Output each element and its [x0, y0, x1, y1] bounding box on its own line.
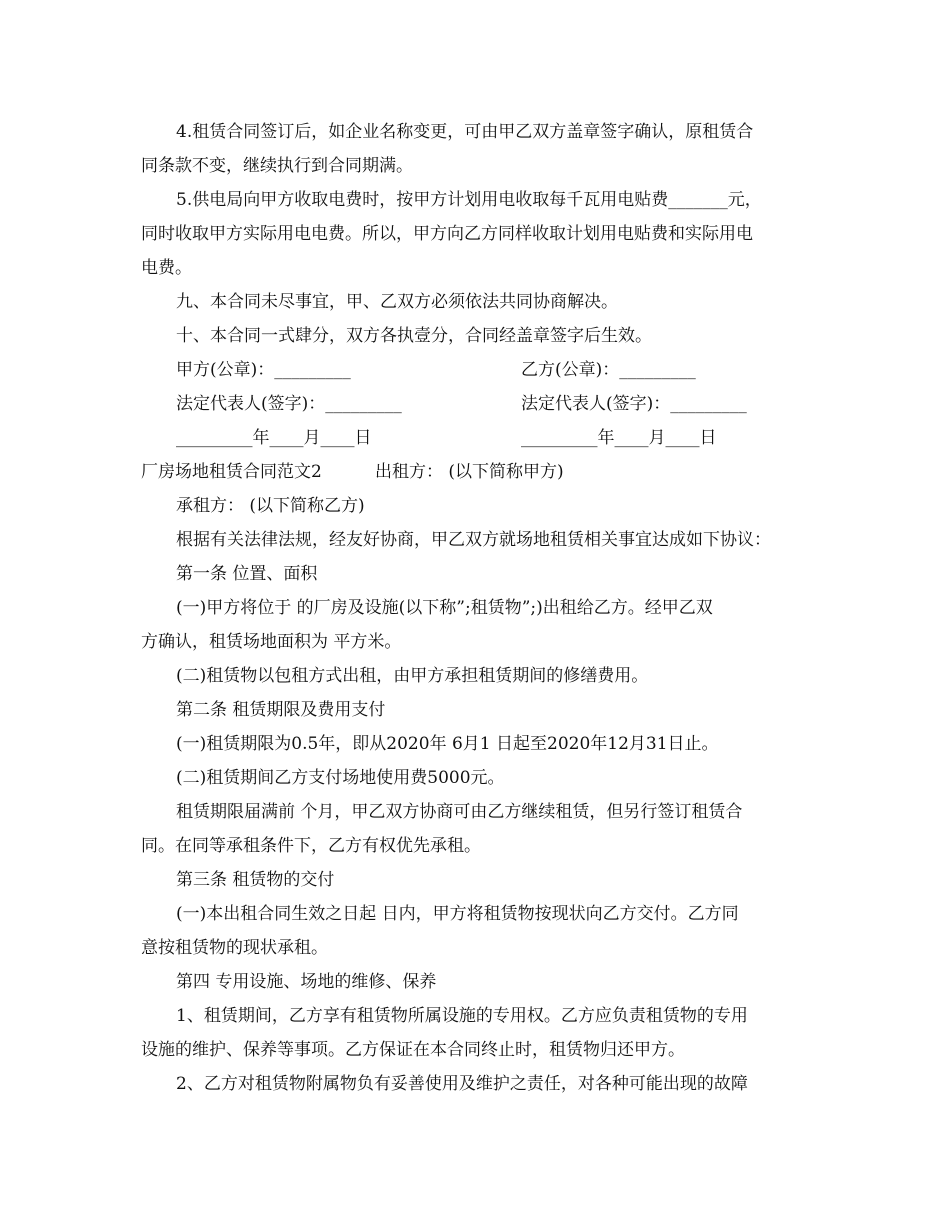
clause-nine: 九、本合同未尽事宜，甲、乙双方必须依法共同协商解决。 — [176, 292, 618, 312]
lessor-label: 出租方： (以下简称甲方) — [375, 462, 564, 482]
article-1-heading: 第一条 位置、面积 — [176, 564, 318, 584]
clause-5-line-2: 同时收取甲方实际用电电费。所以，甲方向乙方同样收取计划用电贴费和实际用电 — [141, 224, 753, 244]
party-a-seal: 甲方(公章)：_________ — [176, 360, 351, 380]
article-1-item-1-line-2: 方确认，租赁场地面积为 平方米。 — [141, 632, 402, 652]
article-3-heading: 第三条 租赁物的交付 — [176, 870, 335, 890]
signature-seal-row — [141, 353, 827, 387]
article-4-heading: 第四 专用设施、场地的维修、保养 — [176, 972, 437, 992]
preamble: 根据有关法律法规，经友好协商，甲乙双方就场地租赁相关事宜达成如下协议： — [176, 530, 771, 550]
article-2-item-1: (一)租赁期限为0.5年，即从2020年 6月1 日起至2020年12月31日止。 — [176, 734, 719, 754]
party-b-representative: 法定代表人(签字)：_________ — [521, 394, 747, 414]
article-4-item-2-line-1: 2、乙方对租赁物附属物负有妥善使用及维护之责任，对各种可能出现的故障 — [176, 1074, 748, 1094]
article-2-renewal-line-1: 租赁期限届满前 个月，甲乙双方协商可由乙方继续租赁，但另行签订租赁合 — [176, 802, 743, 822]
document-content — [141, 115, 827, 1101]
party-b-date: _________年____月____日 — [521, 428, 717, 448]
clause-4-line-1: 4.租赁合同签订后，如企业名称变更，可由甲乙双方盖章签字确认，原租赁合 — [176, 122, 754, 142]
article-4-item-1-line-1: 1、租赁期间，乙方享有租赁物所属设施的专用权。乙方应负责租赁物的专用 — [176, 1006, 748, 1026]
article-2-heading: 第二条 租赁期限及费用支付 — [176, 700, 386, 720]
party-a-date: _________年____月____日 — [176, 428, 372, 448]
clause-ten: 十、本合同一式肆分，双方各执壹分，合同经盖章签字后生效。 — [176, 326, 652, 346]
contract-title-row — [141, 455, 827, 489]
article-4-item-1-line-2: 设施的维护、保养等事项。乙方保证在本合同终止时，租赁物归还甲方。 — [141, 1040, 685, 1060]
party-b-seal: 乙方(公章)：_________ — [521, 360, 696, 380]
clause-5-line-1: 5.供电局向甲方收取电费时，按甲方计划用电收取每千瓦用电贴费_______元， — [176, 190, 762, 210]
article-2-renewal-line-2: 同。在同等承租条件下，乙方有权优先承租。 — [141, 836, 481, 856]
article-3-item-1-line-2: 意按租赁物的现状承租。 — [141, 938, 328, 958]
clause-4-line-2: 同条款不变，继续执行到合同期满。 — [141, 156, 413, 176]
contract-title: 厂房场地租赁合同范文2 — [141, 462, 322, 482]
article-3-item-1-line-1: (一)本出租合同生效之日起 日内，甲方将租赁物按现状向乙方交付。乙方同 — [176, 904, 739, 924]
lessee-label: 承租方： (以下简称乙方) — [176, 496, 365, 516]
signature-rep-row — [141, 387, 827, 421]
clause-5-line-3: 电费。 — [141, 258, 192, 278]
article-1-item-2: (二)租赁物以包租方式出租，由甲方承担租赁期间的修缮费用。 — [176, 666, 649, 686]
article-2-item-2: (二)租赁期间乙方支付场地使用费5000元。 — [176, 768, 505, 788]
article-1-item-1-line-1: (一)甲方将位于 的厂房及设施(以下称”;租赁物”;)出租给乙方。经甲乙双 — [176, 598, 713, 618]
party-a-representative: 法定代表人(签字)：_________ — [176, 394, 402, 414]
signature-date-row — [141, 421, 827, 455]
